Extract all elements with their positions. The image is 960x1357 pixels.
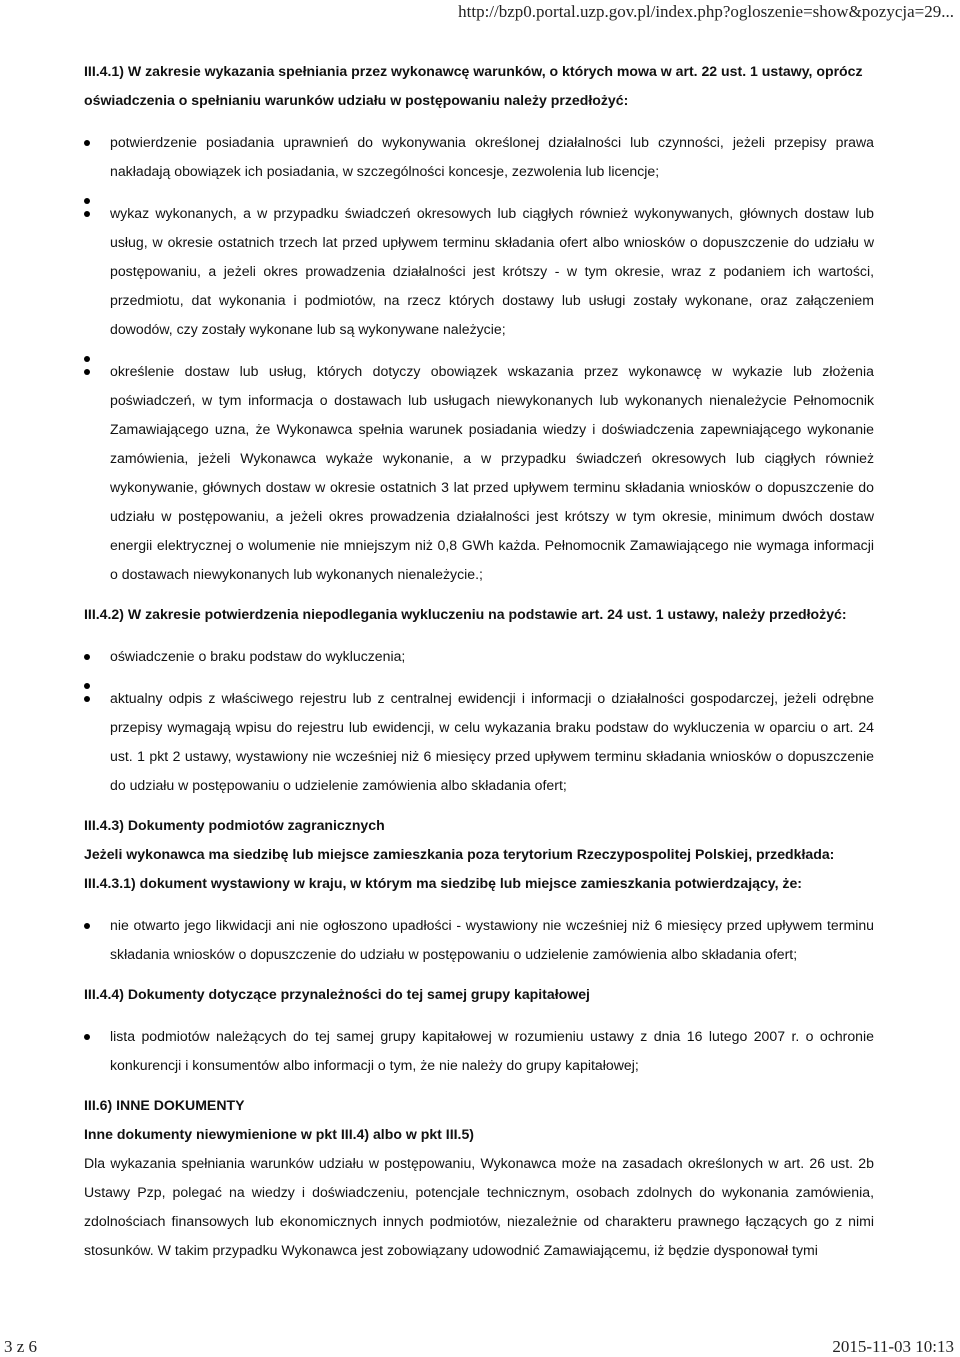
print-timestamp: 2015-11-03 10:13 <box>832 1337 954 1356</box>
list-item: oświadczenie o braku podstaw do wykluczenia; <box>84 642 874 671</box>
page-number: 3 z 6 <box>4 1337 38 1356</box>
section-heading: III.4.4) Dokumenty dotyczące przynależności do tej samej grupy kapitałowej <box>84 986 590 1002</box>
bullet-list <box>84 128 874 589</box>
document-body <box>84 57 874 1265</box>
section-heading-line: III.4.1) W zakresie wykazania spełniania przez wykonawcę warunków, o których mowa w art. 22 ust. 1 ustawy, oprócz <box>84 63 863 79</box>
section-heading: III.4.2) W zakresie potwierdzenia niepodlegania wykluczeniu na podstawie art. 24 ust. 1 ustawy, należy przedłożyć: <box>84 606 847 622</box>
list-item: potwierdzenie posiadania uprawnień do wykonywania określonej działalności lub czynności, jeżeli przepisy prawa nakładają obowiązek ich posiadania, w szczególności koncesje, zezwolenia lub licencje; <box>84 128 874 186</box>
section-heading: III.6) INNE DOKUMENTY <box>84 1097 245 1113</box>
bullet-list <box>84 911 874 969</box>
section-subsection: III.4.3.1) dokument wystawiony w kraju, w którym ma siedzibę lub miejsce zamieszkania potwierdzający, że: <box>84 875 802 891</box>
body-paragraph: Dla wykazania spełniania warunków udziału w postępowaniu, Wykonawca może na zasadach określonych w art. 26 ust. 2b Ustawy Pzp, polegać na wiedzy i doświadczeniu, potencjale technicznym, osobach zdolnych do wykonania zamówienia, zdolnościach finansowych lub ekonomicznych innych podmiotów, niezależnie od charakteru prawnego łączących go z nimi stosunków. W takim przypadku Wykonawca jest zobowiązany udowodnić Zamawiającemu, iż będzie dysponował tymi <box>84 1155 874 1258</box>
section-subheading: Inne dokumenty niewymienione w pkt III.4) albo w pkt III.5) <box>84 1126 474 1142</box>
section-heading: III.4.3) Dokumenty podmiotów zagranicznych <box>84 817 385 833</box>
section-heading <box>84 57 874 115</box>
section-subheading: Jeżeli wykonawca ma siedzibę lub miejsce zamieszkania poza terytorium Rzeczypospolitej Polskiej, przedkłada: <box>84 846 835 862</box>
list-item: określenie dostaw lub usług, których dotyczy obowiązek wskazania przez wykonawcę w wykazie lub złożenia poświadczeń, w tym informacja o dostawach lub usługach niewykonanych lub wykonanych nienależycie Pełnomocnik Zamawiającego uzna, że Wykonawca spełnia warunek posiadania wiedzy i doświadczenia zapewniającego wykonanie zamówienia, jeżeli Wykonawca wykaże wykonanie, a w przypadku świadczeń okresowych lub ciągłych również wykonywanie, głównych dostaw w okresie ostatnich 3 lat przed upływem terminu składania wniosków o dopuszczenie do udziału w postępowaniu, a jeżeli okres prowadzenia działalności jest krótszy w tym okresie, minimum dwóch dostaw energii elektrycznej o wolumenie nie mniejszym niż 0,8 GWh każda. Pełnomocnik Zamawiającego nie wymaga informacji o dostawach niewykonanych lub wykonanych nienależycie.; <box>84 357 874 589</box>
bullet-list <box>84 642 874 800</box>
list-item: lista podmiotów należących do tej samej grupy kapitałowej w rozumieniu ustawy z dnia 16 lutego 2007 r. o ochronie konkurencji i konsumentów albo informacji o tym, że nie należy do grupy kapitałowej; <box>84 1022 874 1080</box>
list-item: wykaz wykonanych, a w przypadku świadczeń okresowych lub ciągłych również wykonywanych, głównych dostaw lub usług, w okresie ostatnich trzech lat przed upływem terminu składania ofert albo wniosków o dopuszczenie do udziału w postępowaniu, a jeżeli okres prowadzenia działalności jest krótszy - w tym okresie, wraz z podaniem ich wartości, przedmiotu, dat wykonania i podmiotów, na rzecz których dostawy lub usługi zostały wykonane, oraz załączeniem dowodów, czy zostały wykonane lub są wykonywane należycie; <box>84 199 874 344</box>
bullet-list <box>84 1022 874 1080</box>
list-item: nie otwarto jego likwidacji ani nie ogłoszono upadłości - wystawiony nie wcześniej niż 6 miesięcy przed upływem terminu składania wniosków o dopuszczenie do udziału w postępowaniu o udzielenie zamówienia albo składania ofert; <box>84 911 874 969</box>
list-item: aktualny odpis z właściwego rejestru lub z centralnej ewidencji i informacji o działalności gospodarczej, jeżeli odrębne przepisy wymagają wpisu do rejestru lub ewidencji, w celu wykazania braku podstaw do wykluczenia w oparciu o art. 24 ust. 1 pkt 2 ustawy, wystawiony nie wcześniej niż 6 miesięcy przed upływem terminu składania wniosków o dopuszczenie do udziału w postępowaniu o udzielenie zamówienia albo składania ofert; <box>84 684 874 800</box>
page-url: http://bzp0.portal.uzp.gov.pl/index.php?ogloszenie=show&pozycja=29... <box>458 2 954 21</box>
section-heading-line: oświadczenia o spełnianiu warunków udziału w postępowaniu należy przedłożyć: <box>84 92 629 108</box>
